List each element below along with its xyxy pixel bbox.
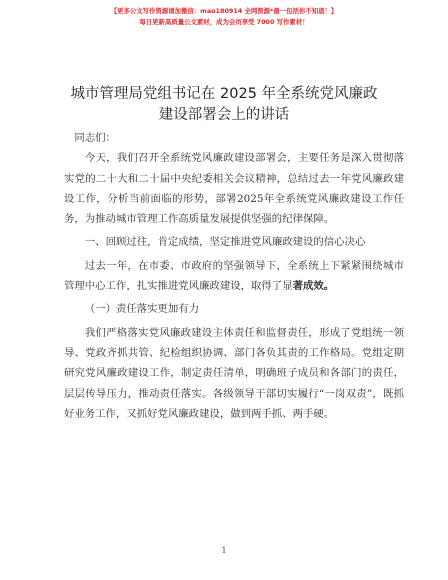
- document-title-line1: 城市管理局党组书记在 2025 年全系统党风廉政: [70, 86, 378, 102]
- document-title: [30, 84, 418, 126]
- paragraph-responsibility: 我们严格落实党风廉政建设主体责任和监督责任，形成了党组统一领导、党政齐抓共管、纪检组织协调、部门各负其责的工作格局。党组定期研究党风廉政建设工作，制定责任清单，明确班子成员和各部门的责任，层层传导压力，推动责任落实。各级领导干部切实履行“一岗双责”，既抓好业务工作，又抓好党风廉政建设，做到两手抓、两手硬。: [64, 326, 404, 420]
- subheading-1: （一）责任落实更加有力: [84, 303, 200, 316]
- section-heading-1: 一、回顾过往，肯定成绩，坚定推进党风廉政建设的信心决心: [84, 236, 366, 249]
- paragraph-intro: 今天，我们召开全系统党风廉政建设部署会，主要任务是深入贯彻落实党的二十大和二十届中央纪委相关会议精神，总结过去一年党风廉政建设工作，分析当前面临的形势，部署2025年全系统党风廉政建设工作任务，为推动城市管理工作高质量发展提供坚强的纪律保障。: [64, 152, 404, 226]
- paragraph-review-bold: 著成效。: [292, 280, 335, 293]
- paragraph-review: [64, 256, 404, 297]
- document-body: [64, 128, 404, 424]
- promo-banner: [0, 6, 448, 28]
- paragraph-review-text: 过去一年，在市委、市政府的坚强领导下，全系统上下紧紧围绕城市管理中心工作，扎实推进党风廉政建设，取得了显: [64, 259, 404, 293]
- document-title-line2: 建设部署会上的讲话: [158, 107, 290, 123]
- promo-banner-line1: 【更多公文写作资源请加微信：mao180914 全网资源*最一包括你不知道！】: [110, 7, 338, 15]
- promo-banner-line2: 每日更新高质量公文素材，成为会员享受 7000 写作素材！: [139, 18, 309, 26]
- salutation: 同志们：: [74, 132, 116, 144]
- page-number: 1: [221, 546, 227, 555]
